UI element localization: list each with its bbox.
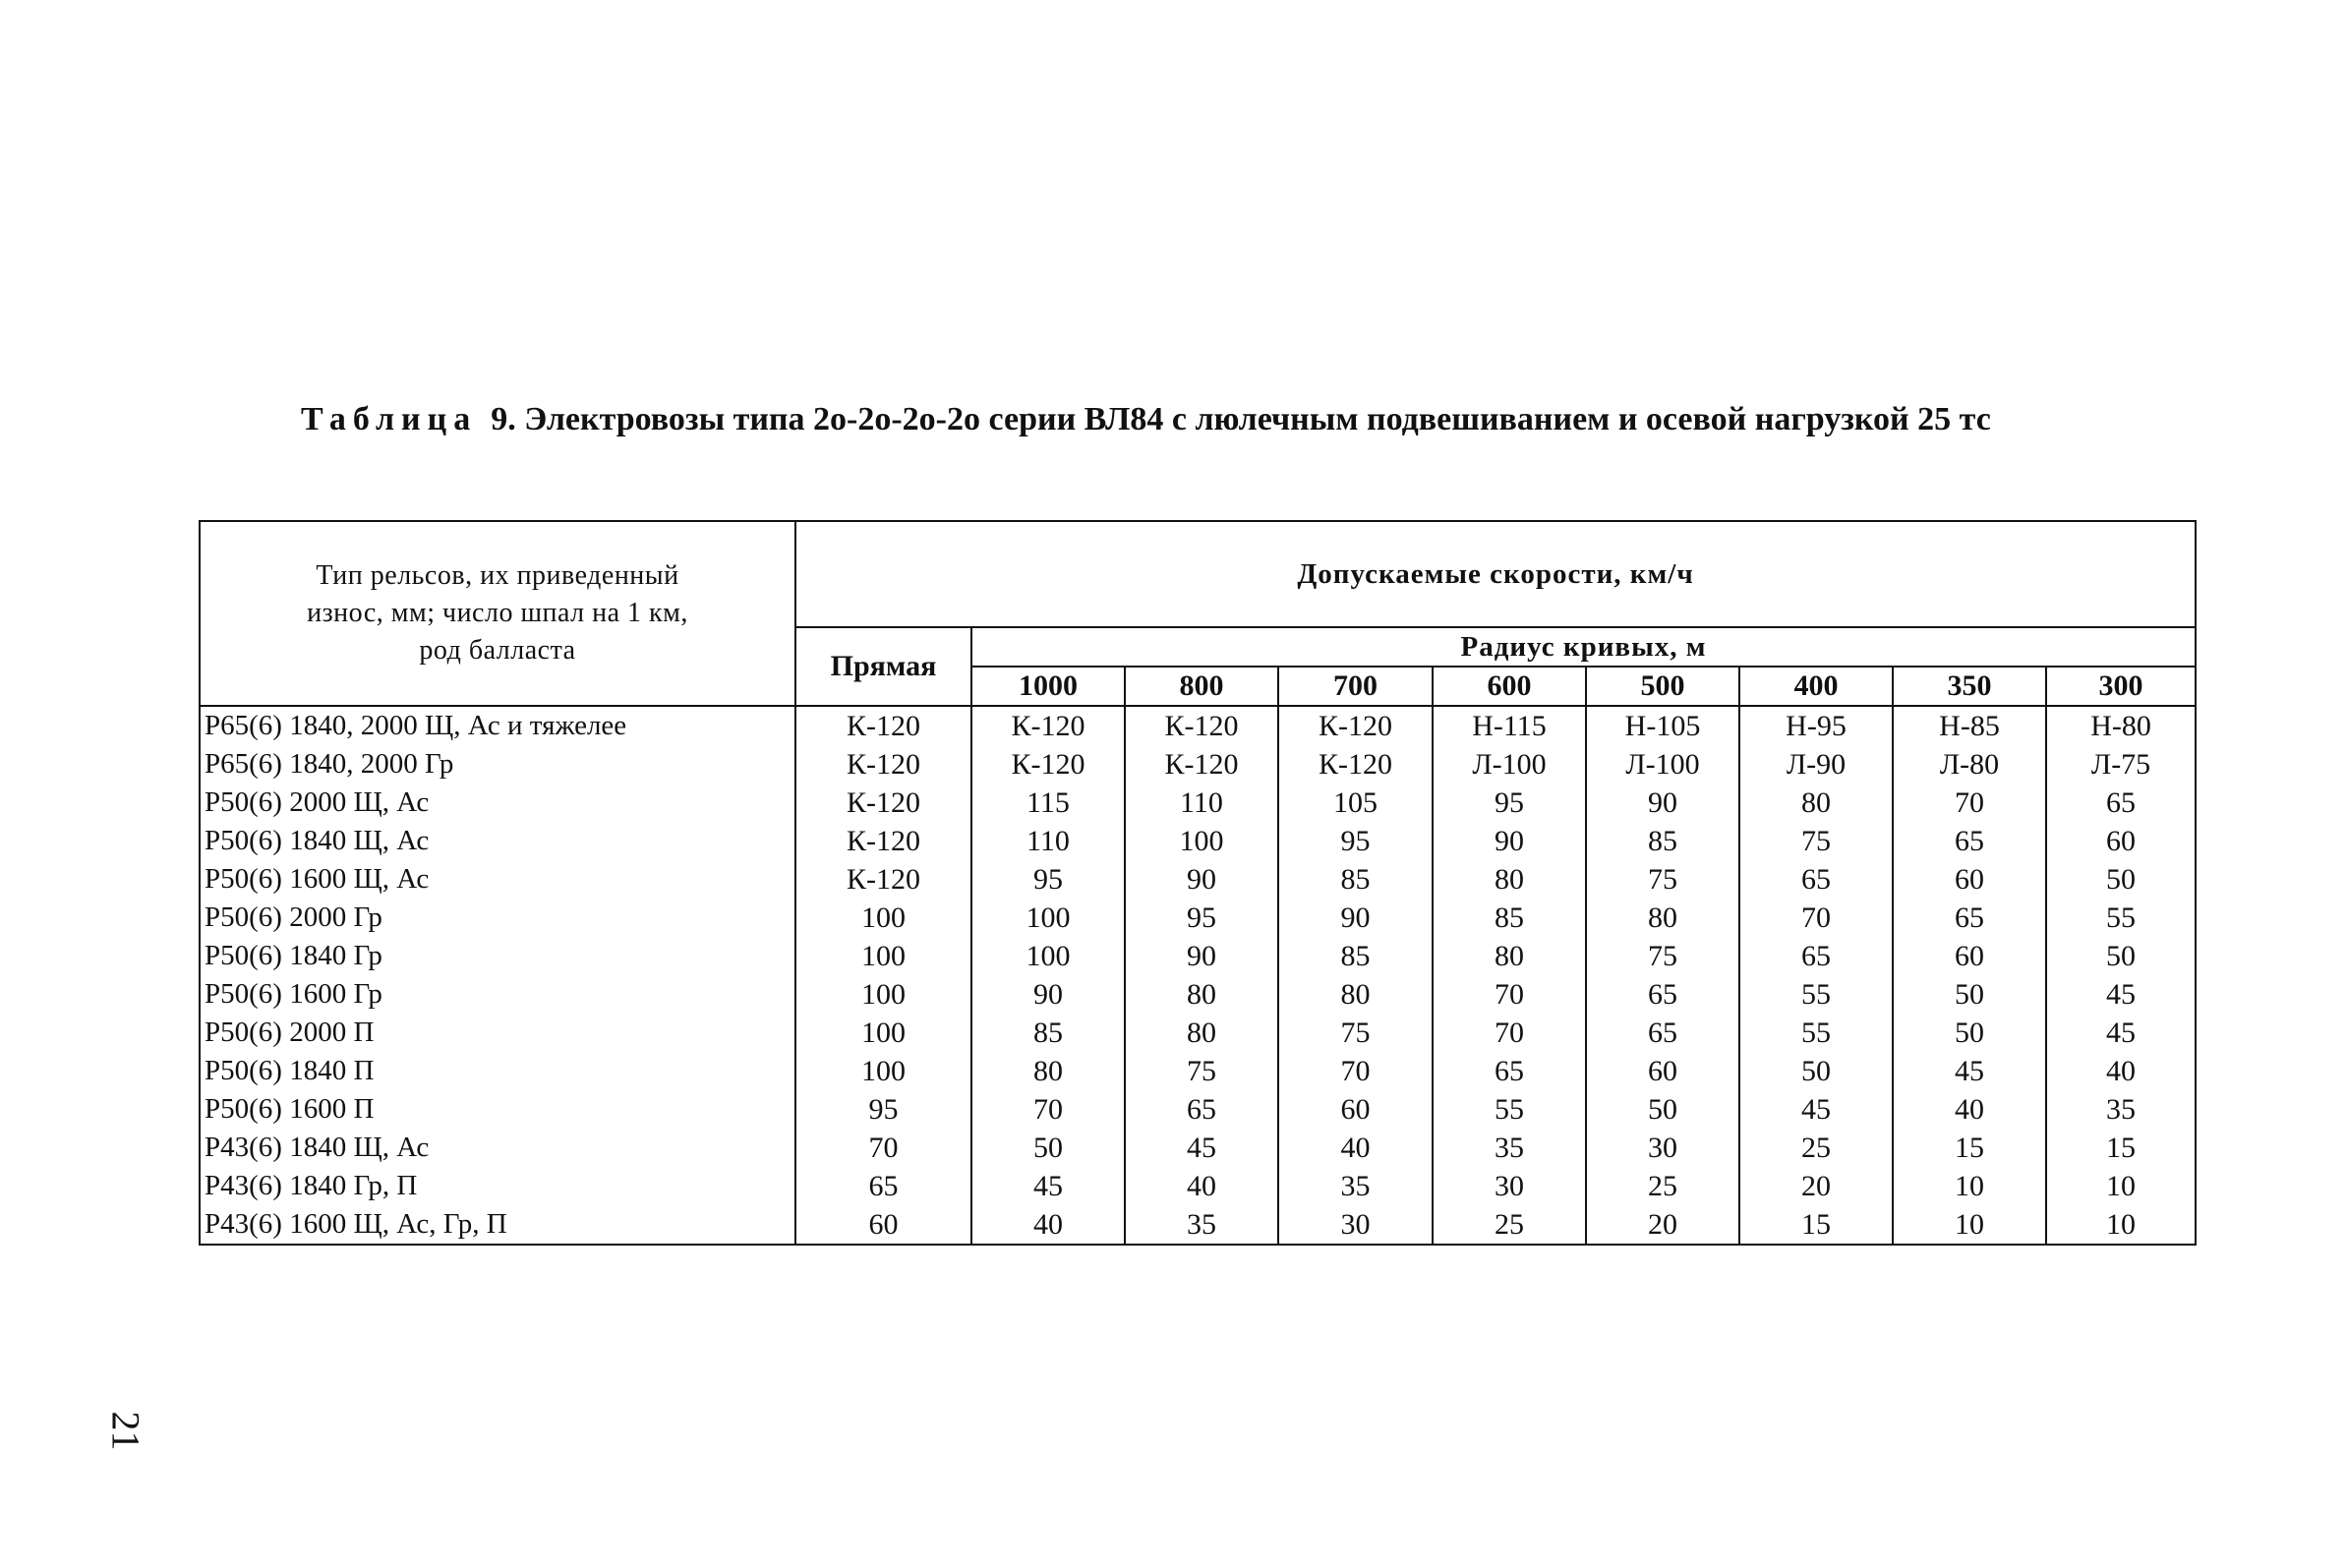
radius-header-700: 700 [1278,667,1433,706]
curve-speed-cell: 80 [971,1052,1125,1090]
curve-speed-cell: 55 [1739,975,1893,1014]
curve-speed-cell: 45 [1739,1090,1893,1129]
straight-speed-cell: 60 [795,1205,971,1245]
curve-speed-cell: 95 [1278,822,1433,860]
curve-speed-cell: 70 [1278,1052,1433,1090]
straight-speed-cell: 95 [795,1090,971,1129]
curve-speed-cell: 15 [2046,1129,2196,1167]
curve-speed-cell: 10 [2046,1205,2196,1245]
curve-speed-cell: Л-100 [1433,745,1586,784]
table-row [200,745,2196,784]
curve-speed-cell: 40 [971,1205,1125,1245]
table-row [200,860,2196,899]
straight-speed-cell: К-120 [795,745,971,784]
curve-speed-cell: 55 [2046,899,2196,937]
radius-header-800: 800 [1125,667,1278,706]
curve-speed-cell: 90 [1278,899,1433,937]
curve-speed-cell: Н-105 [1586,706,1739,745]
curve-speed-cell: 85 [1278,937,1433,975]
table-row [200,1014,2196,1052]
straight-speed-cell: 100 [795,937,971,975]
straight-speed-cell: К-120 [795,860,971,899]
curve-speed-cell: 25 [1586,1167,1739,1205]
curve-speed-cell: 10 [1893,1167,2046,1205]
curve-speed-cell: Л-80 [1893,745,2046,784]
rail-type-header [200,521,795,706]
curve-speed-cell: 45 [971,1167,1125,1205]
curve-speed-cell: 50 [1739,1052,1893,1090]
curve-speed-cell: 60 [1278,1090,1433,1129]
table-row [200,1090,2196,1129]
curve-speed-cell: 95 [1433,784,1586,822]
curve-speed-cell: 65 [1125,1090,1278,1129]
curve-speed-cell: 100 [971,899,1125,937]
permitted-speeds-header: Допускаемые скорости, км/ч [795,521,2196,627]
curve-speed-cell: 85 [1433,899,1586,937]
curve-speed-cell: 50 [1893,1014,2046,1052]
curve-speed-cell: 25 [1739,1129,1893,1167]
rail-type-cell: Р50(6) 1840 Щ, Ас [200,822,795,860]
curve-speed-cell: 85 [1586,822,1739,860]
curve-speed-cell: 70 [1433,1014,1586,1052]
curve-speed-cell: 80 [1125,1014,1278,1052]
curve-speed-cell: 70 [971,1090,1125,1129]
curve-speed-cell: 90 [1433,822,1586,860]
curve-speed-cell: К-120 [1278,745,1433,784]
rail-type-cell: Р50(6) 2000 П [200,1014,795,1052]
curve-speed-cell: 45 [1125,1129,1278,1167]
curve-speed-cell: 55 [1433,1090,1586,1129]
curve-speed-cell: 80 [1278,975,1433,1014]
rail-type-cell: Р65(6) 1840, 2000 Щ, Ас и тяжелее [200,706,795,745]
curve-speed-cell: 65 [1893,822,2046,860]
curve-speed-cell: 75 [1739,822,1893,860]
curve-speed-cell: 60 [1586,1052,1739,1090]
curve-speed-cell: 60 [1893,937,2046,975]
straight-header: Прямая [795,627,971,706]
table-row [200,784,2196,822]
table-row [200,822,2196,860]
curve-speed-cell: 50 [2046,860,2196,899]
radius-header-350: 350 [1893,667,2046,706]
curve-speed-cell: Н-85 [1893,706,2046,745]
curve-speed-cell: 85 [971,1014,1125,1052]
curve-speed-cell: Н-95 [1739,706,1893,745]
curve-speed-cell: 80 [1433,860,1586,899]
straight-speed-cell: 100 [795,975,971,1014]
radius-header-300: 300 [2046,667,2196,706]
page-number: 21 [103,1411,148,1451]
curve-speed-cell: 50 [971,1129,1125,1167]
curve-speed-cell: 85 [1278,860,1433,899]
curve-speed-cell: 110 [1125,784,1278,822]
curve-speed-cell: 50 [2046,937,2196,975]
curve-speed-cell: 65 [1586,975,1739,1014]
curve-speed-cell: 20 [1739,1167,1893,1205]
curve-speed-cell: 95 [1125,899,1278,937]
curve-speed-cell: 70 [1739,899,1893,937]
curve-speed-cell: Л-100 [1586,745,1739,784]
straight-speed-cell: К-120 [795,706,971,745]
curve-speed-cell: 115 [971,784,1125,822]
curve-speed-cell: 65 [1739,937,1893,975]
curve-speed-cell: 30 [1278,1205,1433,1245]
curve-speed-cell: 65 [1893,899,2046,937]
curve-speed-cell: 100 [1125,822,1278,860]
curve-speed-cell: 45 [2046,975,2196,1014]
curve-speed-cell: К-120 [1278,706,1433,745]
straight-speed-cell: 65 [795,1167,971,1205]
rail-type-cell: Р50(6) 1840 Гр [200,937,795,975]
radius-header-1000: 1000 [971,667,1125,706]
curve-speed-cell: 75 [1278,1014,1433,1052]
rail-type-header-line-2: износ, мм; число шпал на 1 км, [307,598,688,628]
speed-table [199,520,2197,1246]
table-row [200,975,2196,1014]
curve-speed-cell: 80 [1125,975,1278,1014]
curve-speed-cell: 10 [2046,1167,2196,1205]
curve-speed-cell: 15 [1739,1205,1893,1245]
curve-speed-cell: Н-80 [2046,706,2196,745]
curve-speed-cell: 35 [2046,1090,2196,1129]
curve-speed-cell: К-120 [1125,745,1278,784]
curve-speed-cell: 20 [1586,1205,1739,1245]
curve-speed-cell: 100 [971,937,1125,975]
curve-speed-cell: Н-115 [1433,706,1586,745]
curve-speed-cell: 75 [1586,937,1739,975]
curve-speed-cell: 70 [1893,784,2046,822]
curve-speed-cell: 90 [1125,937,1278,975]
rail-type-cell: Р43(6) 1840 Щ, Ас [200,1129,795,1167]
curve-speed-cell: 35 [1433,1129,1586,1167]
curve-speed-cell: 60 [1893,860,2046,899]
rail-type-cell: Р50(6) 1600 Гр [200,975,795,1014]
rail-type-cell: Р50(6) 2000 Щ, Ас [200,784,795,822]
curve-speed-cell: 10 [1893,1205,2046,1245]
curve-speed-cell: 50 [1893,975,2046,1014]
curve-speed-cell: 110 [971,822,1125,860]
curve-speed-cell: Л-90 [1739,745,1893,784]
rail-type-cell: Р50(6) 1600 Щ, Ас [200,860,795,899]
table-row [200,706,2196,745]
curve-speed-cell: 40 [2046,1052,2196,1090]
rail-type-header-line-3: род балласта [419,635,576,666]
curve-speed-cell: 50 [1586,1090,1739,1129]
curve-speed-cell: 45 [1893,1052,2046,1090]
curve-speed-cell: 35 [1125,1205,1278,1245]
curve-radius-header: Радиус кривых, м [971,627,2196,667]
curve-speed-cell: К-120 [971,745,1125,784]
table-row [200,1052,2196,1090]
curve-speed-cell: 105 [1278,784,1433,822]
table-row [200,937,2196,975]
straight-speed-cell: 100 [795,1052,971,1090]
curve-speed-cell: 45 [2046,1014,2196,1052]
table-row [200,1129,2196,1167]
rail-type-cell: Р43(6) 1840 Гр, П [200,1167,795,1205]
table-title [301,401,2169,438]
table-row [200,899,2196,937]
curve-speed-cell: 25 [1433,1205,1586,1245]
curve-speed-cell: 15 [1893,1129,2046,1167]
curve-speed-cell: К-120 [971,706,1125,745]
curve-speed-cell: 80 [1586,899,1739,937]
curve-speed-cell: 65 [1739,860,1893,899]
table-title-text: 9. Электровозы типа 2о-2о-2о-2о серии ВЛ84 с люлечным подвешиванием и осевой нагрузкой 25 тс [491,401,1991,437]
curve-speed-cell: 65 [1433,1052,1586,1090]
straight-speed-cell: К-120 [795,822,971,860]
rail-type-cell: Р65(6) 1840, 2000 Гр [200,745,795,784]
curve-speed-cell: 35 [1278,1167,1433,1205]
curve-speed-cell: 95 [971,860,1125,899]
curve-speed-cell: 90 [1125,860,1278,899]
curve-speed-cell: 40 [1278,1129,1433,1167]
curve-speed-cell: 30 [1586,1129,1739,1167]
table-title-label: Таблица [301,401,478,437]
radius-header-600: 600 [1433,667,1586,706]
straight-speed-cell: 100 [795,1014,971,1052]
curve-speed-cell: К-120 [1125,706,1278,745]
curve-speed-cell: 30 [1433,1167,1586,1205]
straight-speed-cell: К-120 [795,784,971,822]
straight-speed-cell: 70 [795,1129,971,1167]
curve-speed-cell: 75 [1125,1052,1278,1090]
curve-speed-cell: 90 [1586,784,1739,822]
curve-speed-cell: 80 [1433,937,1586,975]
curve-speed-cell: 80 [1739,784,1893,822]
curve-speed-cell: 90 [971,975,1125,1014]
curve-speed-cell: 65 [1586,1014,1739,1052]
straight-speed-cell: 100 [795,899,971,937]
curve-speed-cell: 55 [1739,1014,1893,1052]
rail-type-header-line-1: Тип рельсов, их приведенный [316,560,679,591]
rail-type-cell: Р50(6) 1840 П [200,1052,795,1090]
table-row [200,1167,2196,1205]
table-row [200,1205,2196,1245]
radius-header-500: 500 [1586,667,1739,706]
curve-speed-cell: 65 [2046,784,2196,822]
rail-type-cell: Р43(6) 1600 Щ, Ас, Гр, П [200,1205,795,1245]
curve-speed-cell: 75 [1586,860,1739,899]
curve-speed-cell: Л-75 [2046,745,2196,784]
curve-speed-cell: 40 [1125,1167,1278,1205]
curve-speed-cell: 70 [1433,975,1586,1014]
radius-header-400: 400 [1739,667,1893,706]
curve-speed-cell: 40 [1893,1090,2046,1129]
curve-speed-cell: 60 [2046,822,2196,860]
rail-type-cell: Р50(6) 2000 Гр [200,899,795,937]
rail-type-cell: Р50(6) 1600 П [200,1090,795,1129]
